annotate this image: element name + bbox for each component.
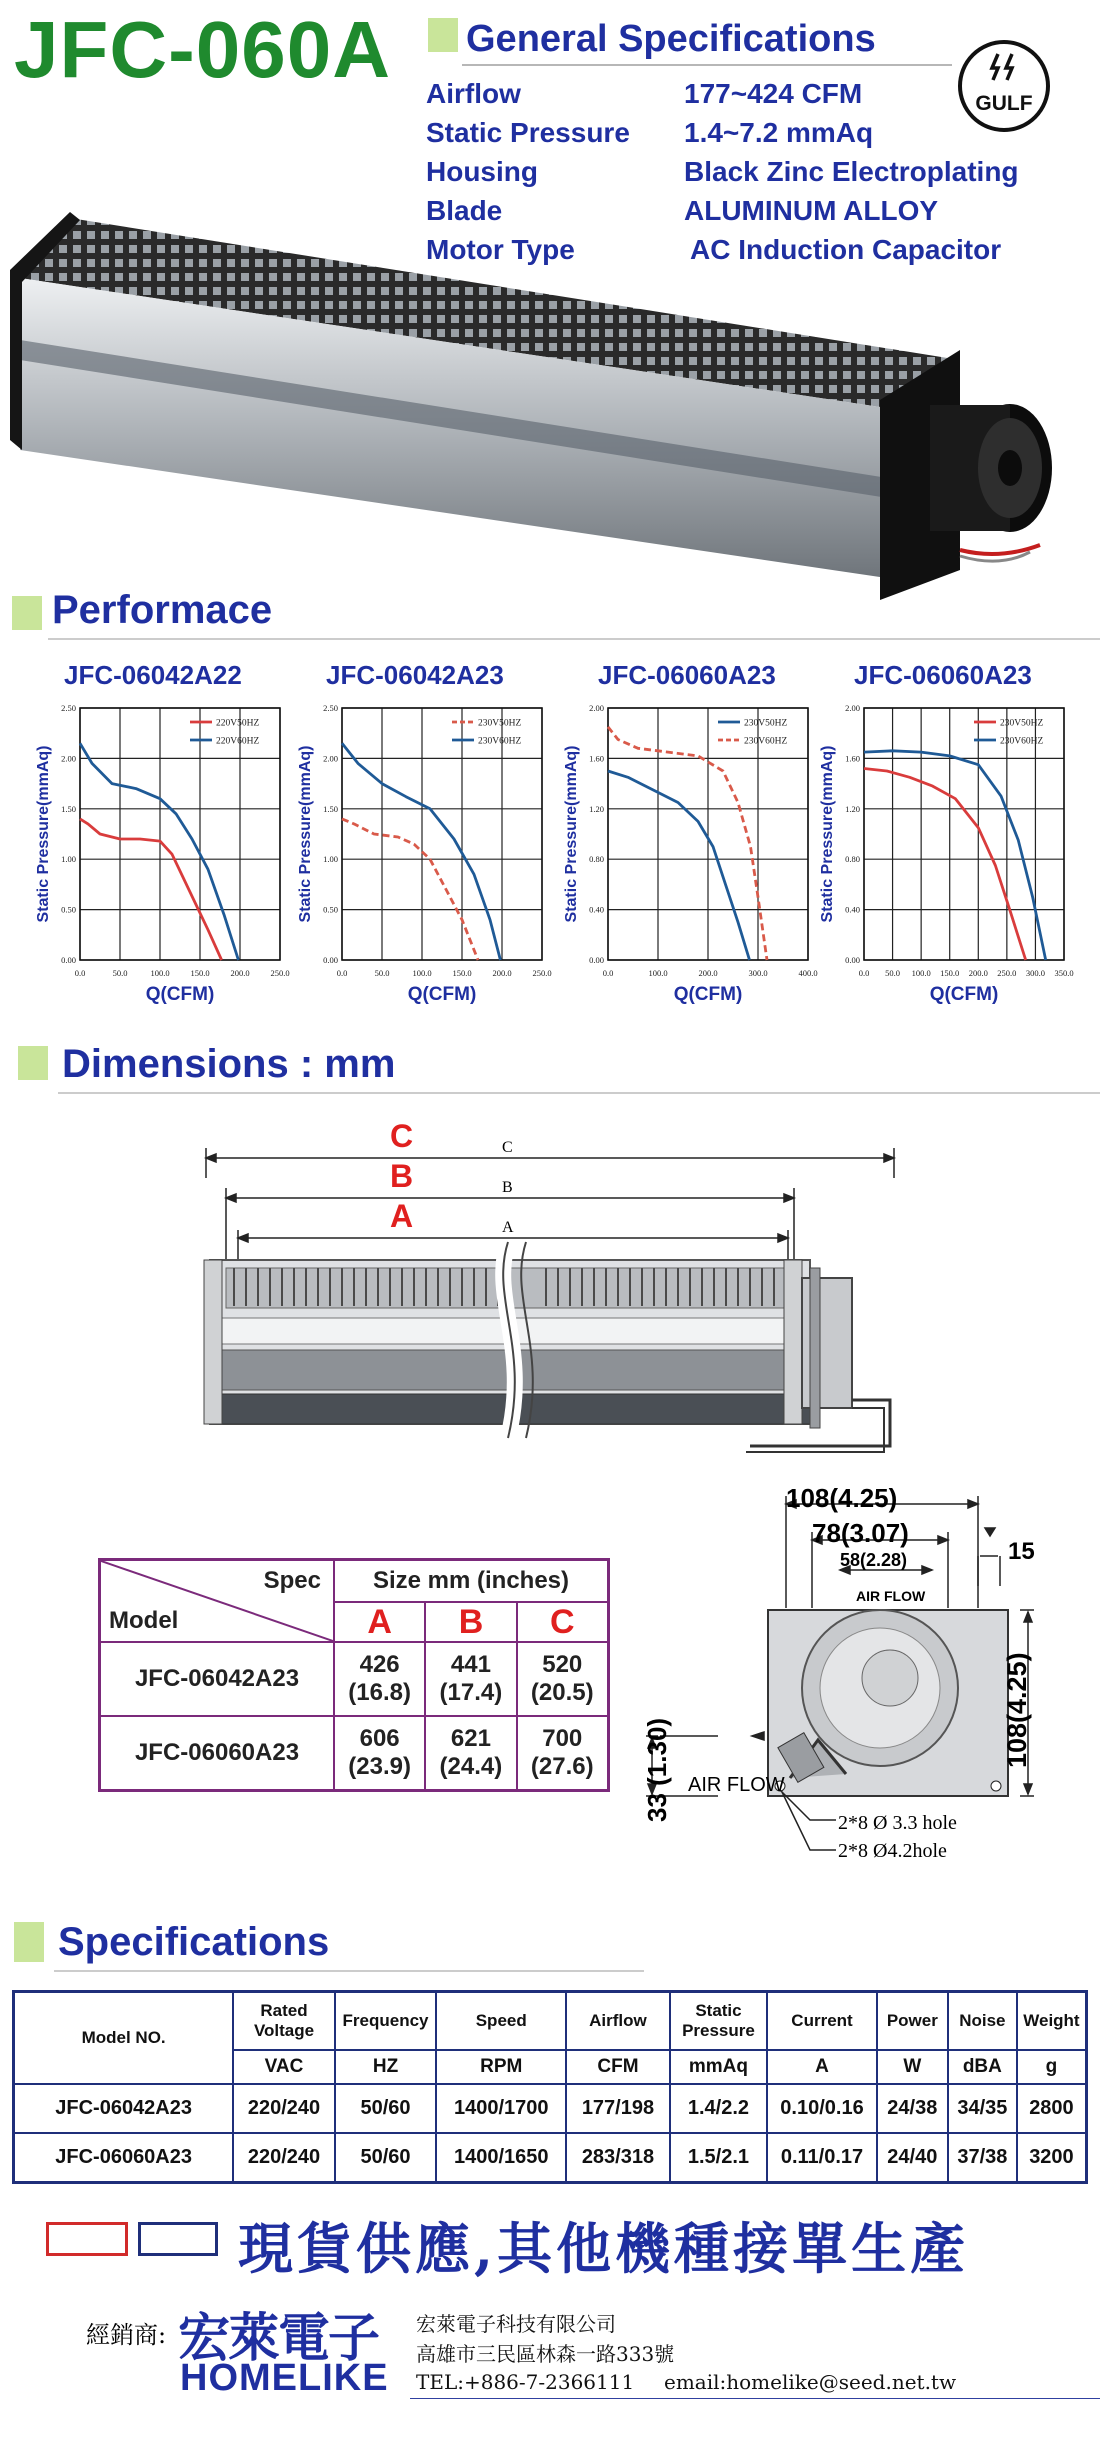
general-underline — [462, 64, 952, 66]
dim-table-size-header — [334, 1560, 609, 1643]
dimensions-underline — [58, 1092, 1100, 1094]
chart-4-title: JFC-06060A23 — [854, 660, 1032, 690]
x-tick-label: 200.0 — [230, 968, 250, 978]
lightning-icon — [962, 44, 1046, 94]
y-axis-label: Static Pressure(mmAq) — [35, 745, 52, 923]
y-tick-label: 0.40 — [589, 904, 604, 915]
performance-chart-1 — [28, 700, 290, 1030]
gulf-logo — [958, 40, 1050, 132]
dim-cell-b — [425, 1642, 516, 1716]
chart-3-title: JFC-06060A23 — [598, 660, 776, 690]
x-tick-label: 50.0 — [112, 968, 128, 978]
y-tick-label: 1.50 — [323, 803, 338, 814]
dim-value: 606 — [359, 1724, 400, 1752]
spec-unit-power: W — [877, 2050, 948, 2084]
spec-cell: 24/40 — [877, 2133, 948, 2183]
series-line — [608, 771, 750, 960]
fan-product-image — [0, 200, 1100, 600]
legend-label: 230V60HZ — [744, 736, 788, 747]
x-tick-label: 100.0 — [648, 968, 668, 978]
side-outlet: 33 (1.30) — [642, 1717, 672, 1822]
x-tick-label: 150.0 — [940, 968, 960, 978]
brand-name-english: HOMELIKE — [180, 2357, 389, 2399]
x-tick-label: 50.0 — [374, 968, 390, 978]
company-address: 高雄市三民區林森一路333號 — [416, 2342, 675, 2366]
spec-cell: 37/38 — [948, 2133, 1017, 2183]
spec-label-static-pressure: Static Pressure — [426, 117, 630, 148]
x-tick-label: 250.0 — [270, 968, 290, 978]
spec-header-model: Model NO. — [14, 1992, 234, 2085]
spec-cell: 0.11/0.17 — [767, 2133, 877, 2183]
dim-cell-b — [425, 1716, 516, 1790]
dim-table-size-label: Size mm (inches) — [335, 1561, 607, 1603]
dim-col-b: B — [426, 1603, 517, 1641]
chart-1-title: JFC-06042A22 — [64, 660, 242, 690]
specifications-table — [12, 1990, 1088, 2184]
dim-value-inch: (16.8) — [348, 1679, 411, 1706]
spec-cell: 177/198 — [566, 2084, 670, 2133]
dim-cell-a — [334, 1642, 425, 1716]
side-airflow-label: AIR FLOW — [688, 1774, 785, 1796]
spec-value-motor-type: AC Induction Capacitor — [690, 234, 1002, 265]
section-bar-dimensions — [18, 1046, 48, 1080]
dim-line-label-c: C — [502, 1139, 513, 1156]
spec-header-power: Power — [877, 1992, 948, 2051]
legend-label: 220V60HZ — [216, 736, 260, 747]
x-tick-label: 50.0 — [885, 968, 901, 978]
y-tick-label: 2.50 — [61, 703, 76, 713]
spec-header-voltage: Rated Voltage — [233, 1992, 335, 2051]
spec-cell: 24/38 — [877, 2084, 948, 2133]
dimensions-title: Dimensions : mm — [62, 1042, 396, 1086]
spec-label-blade: Blade — [426, 195, 503, 226]
x-tick-label: 100.0 — [150, 968, 170, 978]
series-line — [864, 751, 1046, 960]
dim-col-a: A — [335, 1603, 426, 1641]
performance-chart-2 — [290, 700, 552, 1030]
dim-table-spec-label: Spec — [263, 1567, 321, 1594]
spec-cell: 220/240 — [233, 2084, 335, 2133]
x-axis-label: Q(CFM) — [929, 984, 999, 1005]
spec-header-weight: Weight — [1017, 1992, 1087, 2051]
model-title: JFC-060A — [14, 5, 392, 94]
legend-label: 230V50HZ — [1000, 718, 1044, 729]
y-tick-label: 0.00 — [61, 955, 76, 965]
dim-table-row — [100, 1716, 609, 1790]
spec-cell: 50/60 — [335, 2133, 437, 2183]
x-tick-label: 300.0 — [748, 968, 768, 978]
spec-cell: 1.4/2.2 — [670, 2084, 767, 2133]
specifications-underline — [54, 1970, 644, 1972]
spec-header-current: Current — [767, 1992, 877, 2051]
dim-table-row — [100, 1642, 609, 1716]
dim-col-c: C — [550, 1603, 575, 1641]
side-top-width: 108(4.25) — [786, 1483, 898, 1513]
spec-cell: JFC-06060A23 — [14, 2133, 234, 2183]
y-tick-label: 1.50 — [61, 803, 76, 814]
dim-row-model: JFC-06042A23 — [100, 1642, 335, 1716]
side-height: 108(4.25) — [1002, 1652, 1032, 1768]
company-name: 宏萊電子科技有限公司 — [416, 2312, 616, 2336]
x-tick-label: 100.0 — [911, 968, 931, 978]
dim-letter-a: A — [390, 1198, 414, 1234]
series-line — [80, 743, 238, 960]
performance-title: Performace — [52, 588, 273, 632]
dim-value: 441 — [450, 1651, 491, 1678]
x-tick-label: 100.0 — [412, 968, 432, 978]
dim-value: 621 — [450, 1724, 491, 1752]
gulf-logo-text: GULF — [975, 92, 1033, 115]
spec-cell: 0.10/0.16 — [767, 2084, 877, 2133]
x-tick-label: 0.0 — [602, 968, 614, 978]
company-tel: TEL:+886-7-2366111 — [416, 2370, 635, 2394]
performance-chart-4 — [812, 700, 1074, 1030]
spec-cell: 1400/1700 — [436, 2084, 566, 2133]
dim-value-inch: (20.5) — [530, 1679, 594, 1706]
x-tick-label: 0.0 — [74, 968, 86, 978]
dim-row-model: JFC-06060A23 — [100, 1716, 335, 1790]
dim-letter-b: B — [390, 1158, 414, 1194]
legend-label: 230V50HZ — [478, 718, 522, 729]
y-tick-label: 2.00 — [845, 703, 860, 713]
y-tick-label: 0.50 — [61, 904, 76, 915]
spec-label-airflow: Airflow — [426, 78, 521, 109]
dim-letter-c: C — [390, 1118, 414, 1154]
side-right-gap: 15 — [1008, 1538, 1035, 1565]
stock-banner: 現貨供應,其他機種接單生產 — [238, 2216, 970, 2281]
x-tick-label: 0.0 — [336, 968, 348, 978]
spec-label-housing: Housing — [426, 156, 538, 187]
y-tick-label: 1.20 — [589, 803, 604, 814]
legend-label: 230V60HZ — [1000, 736, 1044, 747]
spec-unit-noise: dBA — [948, 2050, 1017, 2084]
series-line — [342, 819, 478, 960]
series-line — [342, 743, 500, 960]
legend-label: 230V50HZ — [744, 718, 788, 729]
spec-unit-frequency: HZ — [335, 2050, 437, 2084]
spec-header-static-pressure: Static Pressure — [670, 1992, 767, 2051]
y-tick-label: 2.50 — [323, 703, 338, 713]
spec-unit-speed: RPM — [436, 2050, 566, 2084]
general-specs-title: General Specifications — [466, 18, 876, 60]
dim-cell-c — [517, 1716, 609, 1790]
x-tick-label: 300.0 — [1025, 968, 1045, 978]
section-bar-general — [428, 18, 458, 52]
spec-header-frequency: Frequency — [335, 1992, 437, 2051]
y-tick-label: 2.00 — [323, 753, 338, 764]
dim-line-label-a: A — [502, 1219, 514, 1236]
company-email: email:homelike@seed.net.tw — [664, 2370, 957, 2394]
specifications-title: Specifications — [58, 1920, 330, 1964]
y-tick-label: 1.60 — [589, 753, 604, 764]
banner-box-red — [46, 2222, 128, 2256]
y-tick-label: 0.50 — [323, 904, 338, 915]
dim-table-model-label: Model — [109, 1607, 179, 1634]
spec-cell: 3200 — [1017, 2133, 1087, 2183]
y-tick-label: 0.00 — [323, 955, 338, 965]
front-dimension-drawing — [190, 1118, 910, 1468]
x-axis-label: Q(CFM) — [673, 984, 743, 1005]
spec-header-speed: Speed — [436, 1992, 566, 2051]
dim-cell-a — [334, 1716, 425, 1790]
section-bar-performance — [12, 596, 42, 630]
dim-value-inch: (24.4) — [439, 1752, 503, 1780]
x-tick-label: 200.0 — [492, 968, 512, 978]
y-tick-label: 0.40 — [845, 904, 860, 915]
spec-cell: 220/240 — [233, 2133, 335, 2183]
spec-cell: 34/35 — [948, 2084, 1017, 2133]
x-tick-label: 150.0 — [190, 968, 210, 978]
y-tick-label: 0.80 — [589, 854, 604, 865]
spec-header-airflow: Airflow — [566, 1992, 670, 2051]
spec-unit-current: A — [767, 2050, 877, 2084]
chart-2-title: JFC-06042A23 — [326, 660, 504, 690]
y-axis-label: Static Pressure(mmAq) — [819, 745, 836, 923]
y-tick-label: 0.80 — [845, 854, 860, 865]
spec-value-airflow: 177~424 CFM — [684, 78, 863, 109]
x-axis-label: Q(CFM) — [407, 984, 477, 1005]
x-axis-label: Q(CFM) — [145, 984, 215, 1005]
dim-line-label-b: B — [502, 1179, 513, 1196]
spec-unit-voltage: VAC — [233, 2050, 335, 2084]
y-tick-label: 2.00 — [61, 753, 76, 764]
x-tick-label: 200.0 — [698, 968, 718, 978]
legend-label: 230V60HZ — [478, 736, 522, 747]
side-hole-2: 2*8 Ø4.2hole — [838, 1840, 947, 1862]
spec-header-row — [14, 1992, 1087, 2051]
dim-value: 520 — [542, 1651, 583, 1678]
dim-value: 426 — [359, 1651, 400, 1678]
x-tick-label: 200.0 — [968, 968, 988, 978]
spec-data-row — [14, 2133, 1087, 2183]
spec-label-motor-type: Motor Type — [426, 234, 575, 265]
spec-cell: JFC-06042A23 — [14, 2084, 234, 2133]
y-tick-label: 1.00 — [61, 854, 76, 865]
spec-cell: 2800 — [1017, 2084, 1087, 2133]
x-tick-label: 0.0 — [858, 968, 870, 978]
spec-unit-airflow: CFM — [566, 2050, 670, 2084]
side-mid-width: 78(3.07) — [812, 1518, 909, 1548]
side-inner-airflow: AIR FLOW — [856, 1588, 926, 1604]
dealer-label: 經銷商: — [86, 2321, 167, 2349]
spec-value-static-pressure: 1.4~7.2 mmAq — [684, 117, 874, 148]
banner-box-blue — [138, 2222, 218, 2256]
y-tick-label: 0.00 — [589, 955, 604, 965]
footer-rule — [410, 2398, 1100, 2399]
y-axis-label: Static Pressure(mmAq) — [563, 745, 580, 923]
dim-value-inch: (17.4) — [439, 1679, 503, 1706]
spec-cell: 283/318 — [566, 2133, 670, 2183]
y-tick-label: 1.20 — [845, 803, 860, 814]
spec-header-noise: Noise — [948, 1992, 1017, 2051]
y-tick-label: 2.00 — [589, 703, 604, 713]
dim-table-corner — [100, 1560, 335, 1643]
x-tick-label: 250.0 — [997, 968, 1017, 978]
side-hole-1: 2*8 Ø 3.3 hole — [838, 1812, 957, 1834]
section-bar-specifications — [14, 1922, 44, 1962]
performance-chart-3 — [556, 700, 818, 1030]
spec-value-housing: Black Zinc Electroplating — [684, 156, 1019, 187]
spec-data-row — [14, 2084, 1087, 2133]
x-tick-label: 150.0 — [452, 968, 472, 978]
x-tick-label: 350.0 — [1054, 968, 1074, 978]
y-tick-label: 0.00 — [845, 955, 860, 965]
y-axis-label: Static Pressure(mmAq) — [297, 745, 314, 923]
x-tick-label: 250.0 — [532, 968, 552, 978]
dim-value-inch: (27.6) — [530, 1752, 594, 1780]
dimension-table — [98, 1558, 610, 1792]
spec-unit-weight: g — [1017, 2050, 1087, 2084]
spec-cell: 1400/1650 — [436, 2133, 566, 2183]
y-tick-label: 1.60 — [845, 753, 860, 764]
spec-cell: 50/60 — [335, 2084, 437, 2133]
series-line — [608, 727, 767, 960]
spec-cell: 1.5/2.1 — [670, 2133, 767, 2183]
side-inner-width: 58(2.28) — [840, 1550, 908, 1570]
spec-value-blade: ALUMINUM ALLOY — [684, 195, 939, 226]
spec-unit-static-pressure: mmAq — [670, 2050, 767, 2084]
dim-value: 700 — [542, 1724, 583, 1752]
performance-underline — [48, 638, 1100, 640]
brand-name-chinese: 宏萊電子 — [178, 2309, 379, 2369]
dim-value-inch: (23.9) — [348, 1752, 411, 1780]
dim-cell-c — [517, 1642, 609, 1716]
legend-label: 220V50HZ — [216, 718, 260, 729]
y-tick-label: 1.00 — [323, 854, 338, 865]
x-tick-label: 400.0 — [798, 968, 818, 978]
